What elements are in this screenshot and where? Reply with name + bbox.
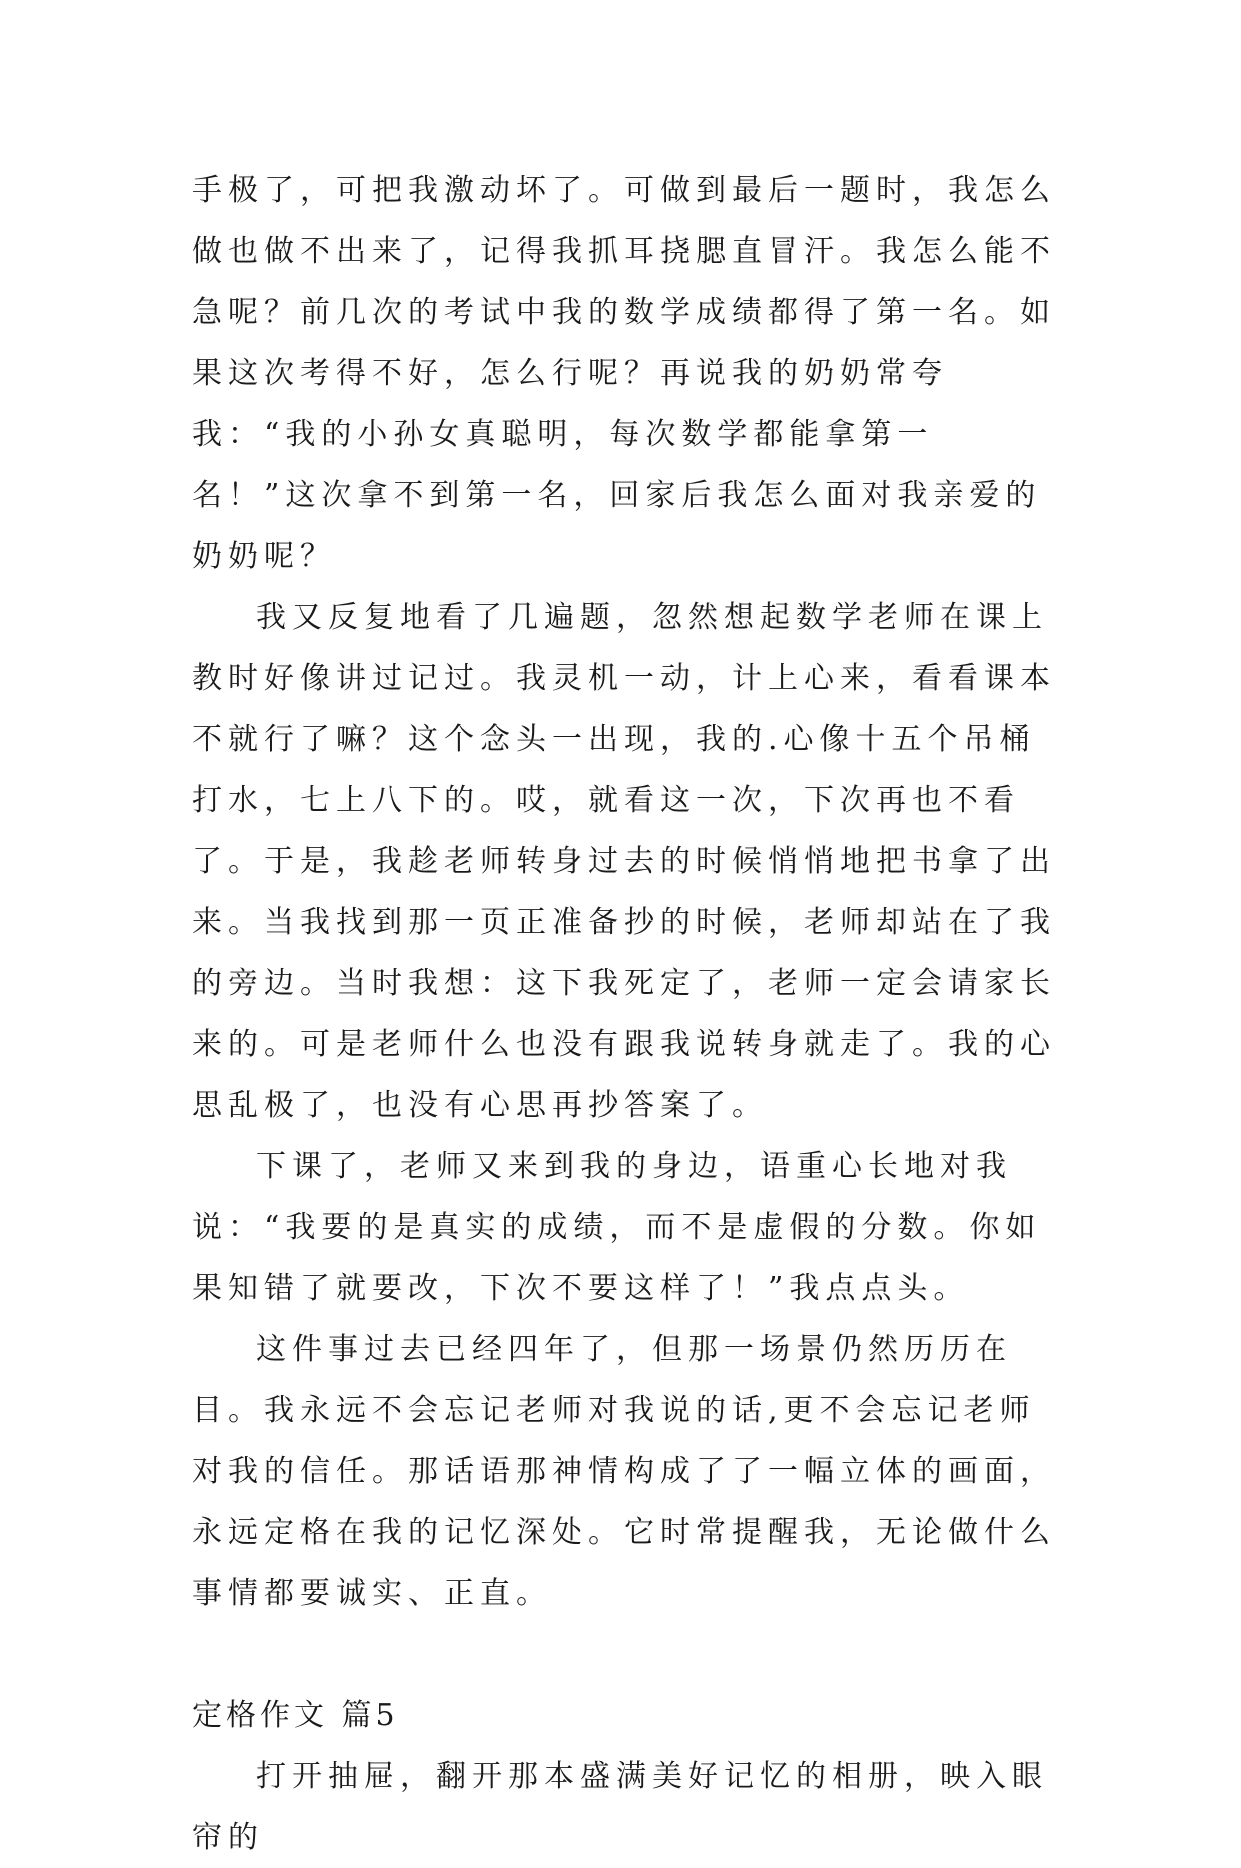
paragraph-1: 手极了，可把我激动坏了。可做到最后一题时，我怎么做也做不出来了，记得我抓耳挠腮直冒汗。我怎么能不急呢？前几次的考试中我的数学成绩都得了第一名。如果这次考得不好，怎么行呢？再说我的奶奶常夸我：“我的小孙女真聪明，每次数学都能拿第一名！”这次拿不到第一名，回家后我怎么面对我亲爱的奶奶呢？ <box>192 173 1056 574</box>
paragraph-3: 下课了，老师又来到我的身边，语重心长地对我说：“我要的是真实的成绩，而不是虚假的分数。你如果知错了就要改，下次不要这样了！”我点点头。 <box>192 1149 1042 1306</box>
paragraph-2: 我又反复地看了几遍题，忽然想起数学老师在课上教时好像讲过记过。我灵机一动，计上心来，看看课本不就行了嘛？这个念头一出现，我的.心像十五个吊桶打水，七上八下的。哎，就看这一次，下次再也不看了。于是，我趁老师转身过去的时候悄悄地把书拿了出来。当我找到那一页正准备抄的时候，老师却站在了我的旁边。当时我想：这下我死定了，老师一定会请家长来的。可是老师什么也没有跟我说转身就走了。我的心思乱极了，也没有心思再抄答案了。 <box>192 600 1056 1123</box>
section-heading: 定格作文 篇5 <box>192 1698 399 1733</box>
paragraph-5: 打开抽屉，翻开那本盛满美好记忆的相册，映入眼帘的 <box>192 1759 1048 1855</box>
paragraph-4: 这件事过去已经四年了，但那一场景仍然历历在目。我永远不会忘记老师对我说的话,更不会忘记老师对我的信任。那话语那神情构成了了一幅立体的画面，永远定格在我的记忆深处。它时常提醒我，无论做什么事情都要诚实、正直。 <box>192 1332 1056 1611</box>
document-page <box>192 160 1062 1868</box>
